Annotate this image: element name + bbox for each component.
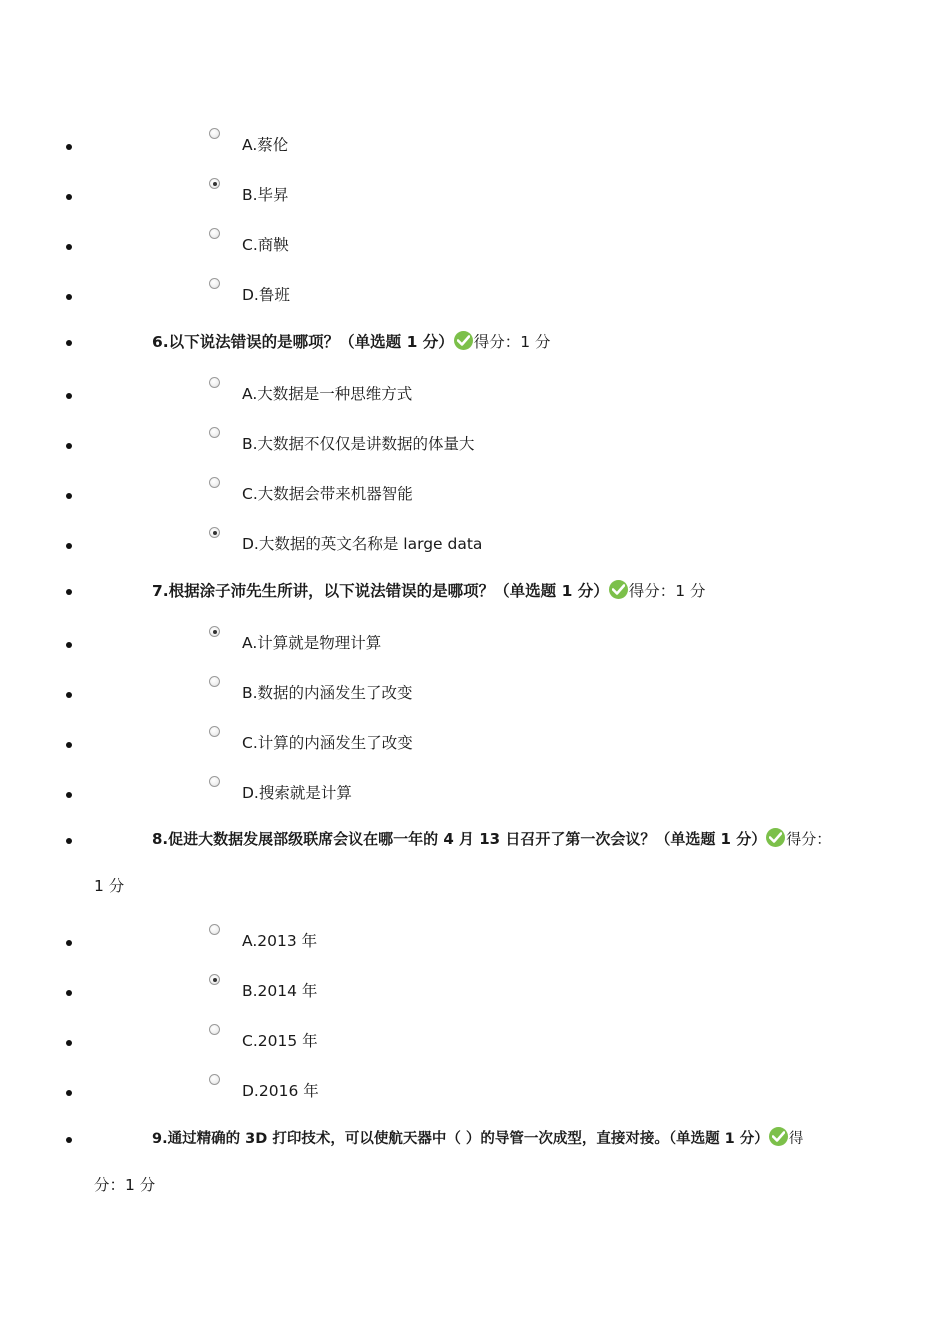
- radio-q6-b[interactable]: [209, 427, 220, 438]
- score-text-continued: 1 分: [94, 877, 125, 895]
- option-label: C.大数据会带来机器智能: [242, 485, 413, 503]
- option-label: D.鲁班: [242, 286, 290, 304]
- score-text: 得分：1 分: [628, 582, 706, 600]
- question-row: [0, 822, 950, 852]
- option-label: A.大数据是一种思维方式: [242, 385, 413, 403]
- option-label: B.大数据不仅仅是讲数据的体量大: [242, 435, 475, 453]
- radio-q8-c[interactable]: [209, 1024, 220, 1035]
- radio-q6-d[interactable]: [209, 527, 220, 538]
- option-row: [0, 377, 950, 407]
- option-row: [0, 228, 950, 258]
- question-row: [0, 573, 950, 603]
- score-text: 得分：1 分: [473, 333, 551, 351]
- bullet: [66, 692, 72, 698]
- question-title: [152, 1127, 803, 1148]
- option-row: [0, 427, 950, 457]
- question-text: 6.以下说法错误的是哪项？（单选题 1 分）: [152, 333, 454, 351]
- option-row: [0, 477, 950, 507]
- checkmark-icon: [769, 1127, 788, 1146]
- option-label: B.2014 年: [242, 982, 318, 1000]
- option-row: [0, 178, 950, 208]
- bullet: [66, 443, 72, 449]
- option-label: B.数据的内涵发生了改变: [242, 684, 413, 702]
- option-row: [0, 128, 950, 158]
- option-row: [0, 974, 950, 1004]
- bullet: [66, 1090, 72, 1096]
- option-row: [0, 1074, 950, 1104]
- radio-q6-c[interactable]: [209, 477, 220, 488]
- option-row: [0, 278, 950, 308]
- radio-q7-c[interactable]: [209, 726, 220, 737]
- radio-q8-a[interactable]: [209, 924, 220, 935]
- option-label: A.计算就是物理计算: [242, 634, 382, 652]
- radio-q7-b[interactable]: [209, 676, 220, 687]
- radio-q7-a[interactable]: [209, 626, 220, 637]
- checkmark-icon: [766, 828, 785, 847]
- radio-q5-c[interactable]: [209, 228, 220, 239]
- bullet: [66, 990, 72, 996]
- bullet: [66, 792, 72, 798]
- option-row: [0, 924, 950, 954]
- question-title: [152, 828, 831, 849]
- bullet: [66, 493, 72, 499]
- question-row: [0, 1121, 950, 1151]
- question-row: [0, 324, 950, 354]
- radio-q5-a[interactable]: [209, 128, 220, 139]
- option-label: B.毕昇: [242, 186, 289, 204]
- option-row: [0, 676, 950, 706]
- bullet: [66, 940, 72, 946]
- score-text-continued: 分：1 分: [94, 1176, 156, 1194]
- bullet: [66, 194, 72, 200]
- question-text: 8.促进大数据发展部级联席会议在哪一年的 4 月 13 日召开了第一次会议？（单选题 1 分）: [152, 830, 767, 848]
- bullet: [66, 589, 72, 595]
- option-label: C.2015 年: [242, 1032, 318, 1050]
- bullet: [66, 144, 72, 150]
- question-title: [152, 330, 551, 352]
- radio-q8-d[interactable]: [209, 1074, 220, 1085]
- option-row: [0, 726, 950, 756]
- bullet: [66, 244, 72, 250]
- option-label: A.2013 年: [242, 932, 318, 950]
- radio-q7-d[interactable]: [209, 776, 220, 787]
- question-title: [152, 579, 706, 601]
- question-text: 9.通过精确的 3D 打印技术，可以使航天器中（ ）的导管一次成型，直接对接。（单选题 1 分）: [152, 1131, 769, 1147]
- score-text: 得: [788, 1131, 804, 1147]
- option-label: A.蔡伦: [242, 136, 289, 154]
- radio-q8-b[interactable]: [209, 974, 220, 985]
- radio-q5-b[interactable]: [209, 178, 220, 189]
- radio-q6-a[interactable]: [209, 377, 220, 388]
- checkmark-icon: [609, 580, 628, 599]
- bullet: [66, 742, 72, 748]
- bullet: [66, 340, 72, 346]
- checkmark-icon: [454, 331, 473, 350]
- bullet: [66, 294, 72, 300]
- bullet: [66, 838, 72, 844]
- option-label: D.大数据的英文名称是 large data: [242, 535, 483, 553]
- option-label: C.计算的内涵发生了改变: [242, 734, 413, 752]
- option-row: [0, 776, 950, 806]
- question-text: 7.根据涂子沛先生所讲，以下说法错误的是哪项？（单选题 1 分）: [152, 582, 609, 600]
- bullet: [66, 393, 72, 399]
- bullet: [66, 1137, 72, 1143]
- option-label: D.搜索就是计算: [242, 784, 352, 802]
- option-row: [0, 527, 950, 557]
- option-row: [0, 1024, 950, 1054]
- bullet: [66, 642, 72, 648]
- radio-q5-d[interactable]: [209, 278, 220, 289]
- bullet: [66, 1040, 72, 1046]
- score-text: 得分：: [786, 830, 832, 848]
- bullet: [66, 543, 72, 549]
- option-label: D.2016 年: [242, 1082, 319, 1100]
- option-label: C.商鞅: [242, 236, 289, 254]
- option-row: [0, 626, 950, 656]
